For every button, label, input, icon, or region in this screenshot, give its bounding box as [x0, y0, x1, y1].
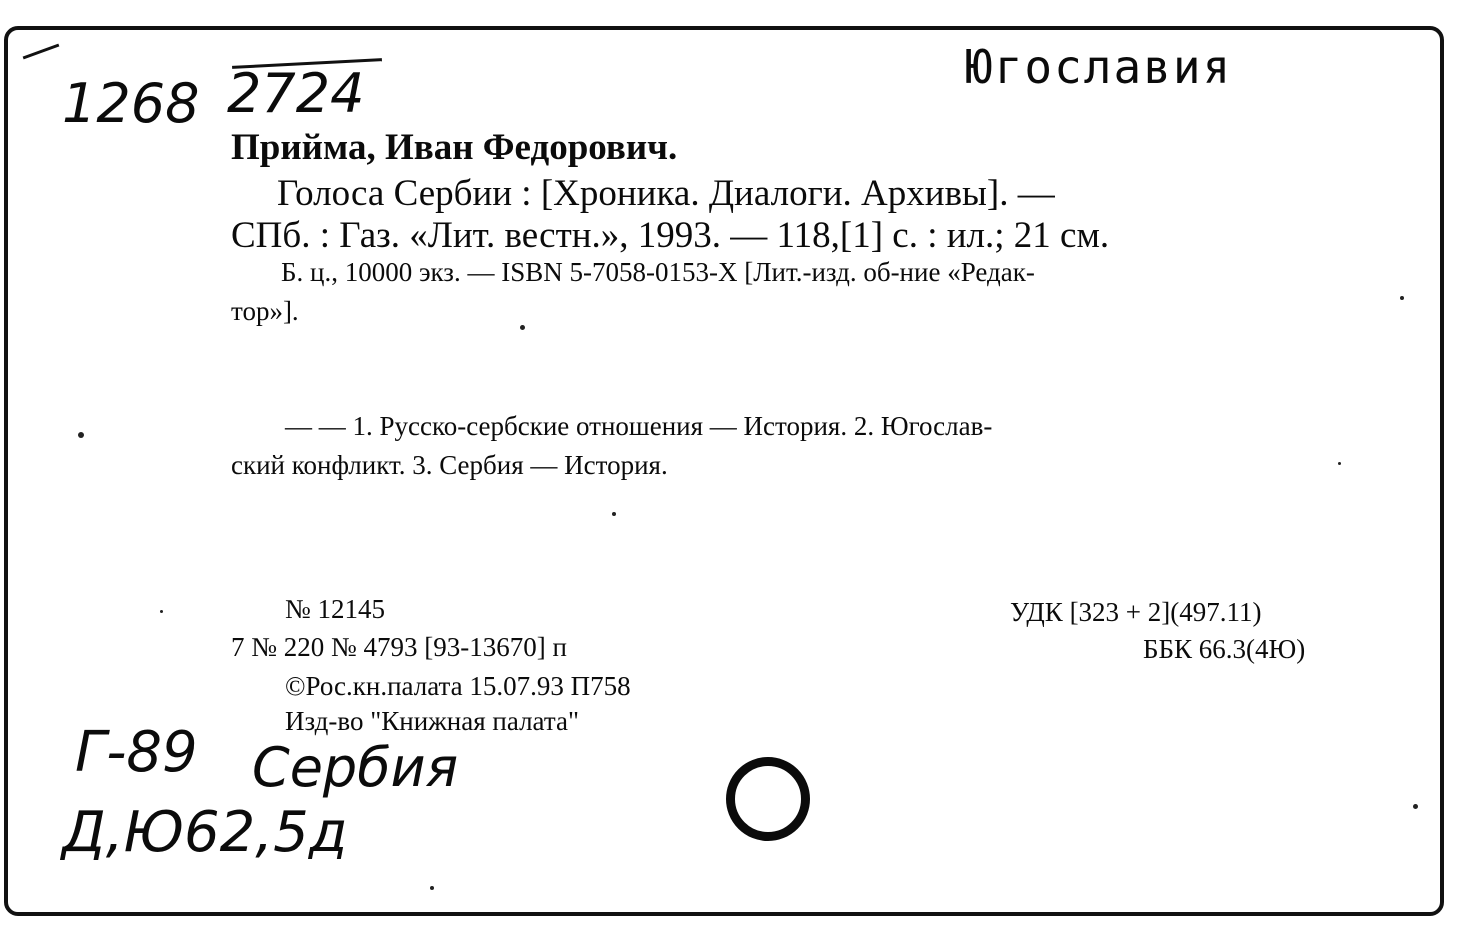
record-number: № 12145 [285, 594, 386, 624]
punch-hole [726, 757, 810, 841]
imprint-line: СПб. : Газ. «Лит. вестн.», 1993. — 118,[1] с. : ил.; 21 см. [231, 215, 1110, 256]
title-line: Голоса Сербии : [Хроника. Диалоги. Архивы]. — [277, 173, 1055, 214]
scan-speck [1400, 296, 1404, 300]
scan-speck [1413, 804, 1418, 809]
handwritten-shelf-mark: 1268 [62, 72, 200, 135]
udk-code: УДК [323 + 2](497.11) [1010, 597, 1262, 627]
scan-speck [612, 512, 616, 516]
registry-numbers: 7 № 220 № 4793 [93-13670] п [231, 632, 567, 662]
handwritten-call-code: Д,Ю62,5д [62, 800, 348, 865]
note-line: Б. ц., 10000 экз. — ISBN 5-7058-0153-X [Лит.-изд. об-ние «Редак- [281, 257, 1035, 287]
author-heading: Прийма, Иван Федорович. [231, 127, 678, 168]
handwritten-region: Югославия [965, 40, 1233, 94]
scan-speck [160, 610, 163, 613]
handwritten-index-code: Г-89 [75, 720, 198, 785]
handwritten-subject: Сербия [252, 736, 459, 799]
scan-speck [78, 432, 84, 438]
catalog-card [4, 26, 1444, 916]
note-line-continued: тор»]. [231, 296, 299, 326]
scan-speck [520, 325, 525, 330]
subject-headings-continued: ский конфликт. 3. Сербия — История. [231, 450, 668, 480]
scan-speck [1338, 462, 1341, 465]
subject-headings: — — 1. Русско-сербские отношения — История. 2. Югослав- [285, 411, 993, 441]
handwritten-number: 2724 [227, 62, 365, 125]
scan-speck [430, 886, 434, 890]
copyright-line: ©Рос.кн.палата 15.07.93 П758 [285, 671, 631, 701]
publisher-line: Изд-во "Книжная палата" [285, 706, 579, 736]
bbk-code: ББК 66.3(4Ю) [1143, 634, 1306, 664]
